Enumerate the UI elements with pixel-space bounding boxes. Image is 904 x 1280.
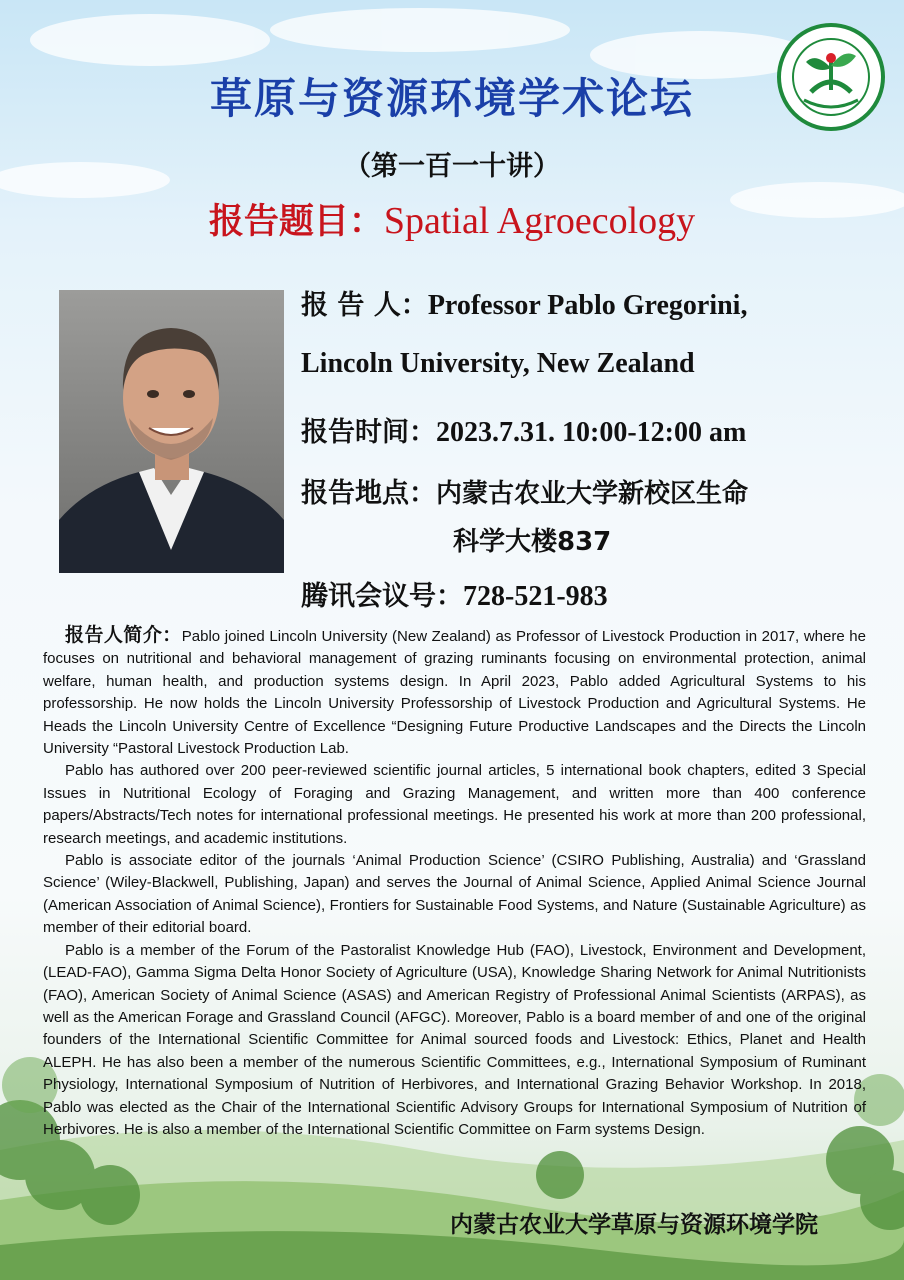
topic-line <box>0 194 904 244</box>
speaker-name: Professor Pablo Gregorini, <box>427 290 748 321</box>
speaker-row <box>301 283 747 322</box>
speaker-portrait <box>59 290 284 573</box>
location-line2: 科学大楼837 <box>453 527 612 557</box>
meeting-label: 腾讯会议号： <box>301 581 463 612</box>
forum-title: 草原与资源环境学术论坛 <box>209 74 694 123</box>
location-line1: 内蒙古农业大学新校区生命 <box>436 479 749 509</box>
time-value: 2023.7.31. 10:00-12:00 am <box>436 417 747 448</box>
bio-paragraph: 报告人简介：Pablo joined Lincoln University (New Zealand) as Professor of Livestock Production in 2017, where he focuses on nutritional and behavioral management of grazing ruminants focusing on environmental protection, animal welfare, human health, and production systems design. In April 2023, Pablo added Agricultural Systems to his professorship. He now holds the Lincoln University Professorship of Livestock Production and Agricultural Systems. He Heads the Lincoln University Centre of Excellence “Designing Future Productive Landscapes and the Directs the Lincoln University “Pastoral Livestock Production Lab. <box>43 624 866 758</box>
meeting-id: 728-521-983 <box>463 581 608 612</box>
lecture-number: （第一百一十讲） <box>344 151 560 182</box>
speaker-affiliation: Lincoln University, New Zealand <box>301 348 695 379</box>
bio-paragraph: Pablo has authored over 200 peer-reviewed scientific journal articles, 5 international book chapters, edited 3 Special Issues in Nutritional Ecology of Foraging and Grazing Management, and written more than 400 conference papers/Abstracts/Tech notes for international professional meetings. He presented his work at more than 200 professional, research meetings, and academic institutions. <box>43 762 866 847</box>
meeting-row <box>301 574 608 613</box>
bio-heading: 报告人简介： <box>65 624 182 646</box>
time-label: 报告时间： <box>301 417 436 448</box>
location-label: 报告地点： <box>301 478 436 509</box>
affiliation-row <box>301 348 695 380</box>
topic-value: Spatial Agroecology <box>383 200 696 242</box>
topic-label: 报告题目： <box>208 201 384 242</box>
location-row <box>301 471 748 510</box>
bio-paragraph: Pablo is a member of the Forum of the Pastoralist Knowledge Hub (FAO), Livestock, Environment and Development, (LEAD-FAO), Gamma Sigma Delta Honor Society of Agriculture (USA), Knowledge Sharing Network for Animal Nutritionists (FAO), American Society of Animal Science (ASAS) and American Registry of Professional Animal Scientists (ARPAS), as well as the American Forage and Grassland Council (AFGC). Moreover, Pablo is a board member of and one of the original founders of the International Scientific Committee for Animal sourced foods and Livestock: Ethics, Planet and Health ALEPH. He has also been a member of the numerous Scientific Committees, e.g., International Symposium of Ruminant Physiology, International Symposium of Nutrition of Herbivores, and International Grazing Behavior Workshop. In 2018, Pablo was elected as the Chair of the International Scientific Advisory Groups for International Symposium of Nutrition of Herbivores. He is also a member of the International Scientific Committee on Farm systems Design. <box>43 941 866 1138</box>
location-row-2 <box>453 521 611 558</box>
speaker-bio <box>43 624 866 1141</box>
speaker-label: 报 告 人： <box>301 290 428 321</box>
host-institution: 内蒙古农业大学草原与资源环境学院 <box>450 1212 818 1238</box>
bio-paragraph: Pablo is associate editor of the journals ‘Animal Production Science’ (CSIRO Publishing, Australia) and ‘Grassland Science’ (Wiley-Blackwell, Publishing, Japan) and serves the Journal of Animal Science, Applied Animal Science Journal (American Association of Animal Science), Frontiers for Sustainable Food Systems, and Nature (Sustainable Agriculture) as member of their editorial board. <box>43 852 866 937</box>
time-row <box>301 410 746 449</box>
